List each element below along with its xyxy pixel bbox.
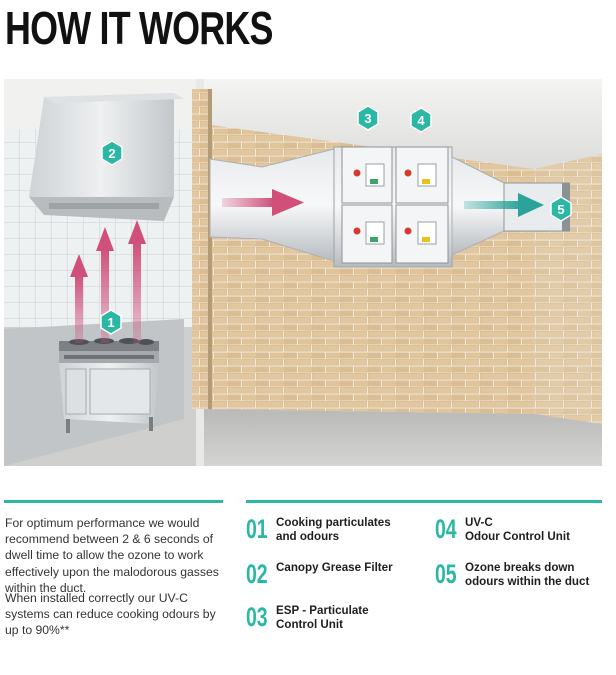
- svg-text:5: 5: [557, 202, 565, 217]
- step-label: Cooking particulates and odours: [276, 516, 391, 543]
- step-number: 03: [246, 602, 268, 632]
- marker-3: [358, 106, 378, 130]
- description-paragraph-1: For optimum performance we would recommend between 2 & 6 seconds of dwell time to allow the ozone to work effectively upon the malodorous gasses within the duct.: [5, 516, 219, 595]
- step-2: [246, 560, 393, 588]
- svg-text:2: 2: [108, 146, 116, 161]
- step-4: [435, 515, 570, 544]
- step-label: Canopy Grease Filter: [276, 561, 393, 574]
- step-label: ESP - Particulate Control Unit: [276, 604, 369, 631]
- step-5: [435, 560, 589, 589]
- kitchen-illustration: [4, 79, 602, 466]
- step-1: [246, 515, 391, 544]
- marker-5: [551, 197, 571, 221]
- step-number: 02: [246, 559, 268, 589]
- right-divider: [246, 500, 602, 503]
- step-number: 04: [435, 514, 457, 544]
- svg-text:4: 4: [417, 113, 425, 128]
- marker-1: [101, 310, 121, 334]
- step-number: 01: [246, 514, 268, 544]
- step-label: UV-C Odour Control Unit: [465, 516, 570, 543]
- description-paragraph-2: When installed correctly our UV-C systems can reduce cooking odours by up to 90%**: [5, 591, 216, 638]
- left-divider: [4, 500, 223, 503]
- step-number: 05: [435, 559, 457, 589]
- svg-text:3: 3: [364, 111, 372, 126]
- step-label: Ozone breaks down odours within the duct: [465, 561, 590, 588]
- svg-text:1: 1: [107, 315, 115, 330]
- step-3: [246, 603, 369, 632]
- marker-2: [102, 141, 122, 165]
- marker-4: [411, 108, 431, 132]
- page-title: HOW IT WORKS: [5, 2, 273, 54]
